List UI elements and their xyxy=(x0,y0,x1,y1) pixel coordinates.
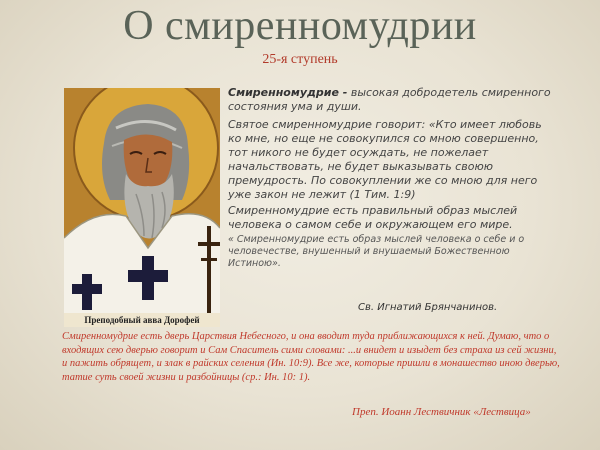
citation-paragraph: « Смиренномудрие есть образ мыслей человека о себе и о человечестве, внушенный и внушаемый Божественною Истиною». xyxy=(228,234,525,269)
definition-text: высокая добродетель смиренного состояния ума и души. xyxy=(228,86,551,113)
second-definition: Смиренномудрие есть правильный образ мыслей человека о самом себе и окружающем его мире. xyxy=(228,204,518,231)
crozier xyxy=(207,226,211,324)
saying-paragraph: Святое смиренномудрие говорит: «Кто имеет любовь ко мне, но еще не совокупился со мною совершенно, тот никого не будет осуждать, не пожелает начальствовать, не будет выказывать своюю премудрость. По совокуплении же со мною для него уже закон не лежит (1 Тим. 1:9) xyxy=(228,118,542,201)
slide-title: О смиренномудрии xyxy=(123,3,477,49)
lestvitsa-signature: Преп. Иоанн Лествичник «Лествица» xyxy=(352,406,531,418)
definition-paragraph xyxy=(228,86,558,114)
ignatius-signature: Св. Игнатий Брянчанинов. xyxy=(358,302,498,313)
quote-block xyxy=(228,86,558,270)
saint-icon-image xyxy=(64,88,220,324)
slide-subtitle: 25-я ступень xyxy=(262,52,338,67)
lestvitsa-quote: Смиренномудрие есть дверь Царствия Небесного, и она вводит туда приближающихся к ней. Думаю, что о входящих сею дверью говорит и Сам Спаситель сими словами: ...и внидет и изыдет без страха из сей жизни, и пажить обрящет, и злак в райских селения (Ин. 10:9). Все же, которые пришли в монашество иною дверью, татие суть своей жизни и разбойницы (ср.: Ин. 10: 1). xyxy=(62,331,560,383)
saint-icon-illustration xyxy=(64,88,220,324)
definition-term: Смиренномудрие - xyxy=(228,86,348,99)
icon-caption: Преподобный авва Дорофей xyxy=(64,313,220,327)
